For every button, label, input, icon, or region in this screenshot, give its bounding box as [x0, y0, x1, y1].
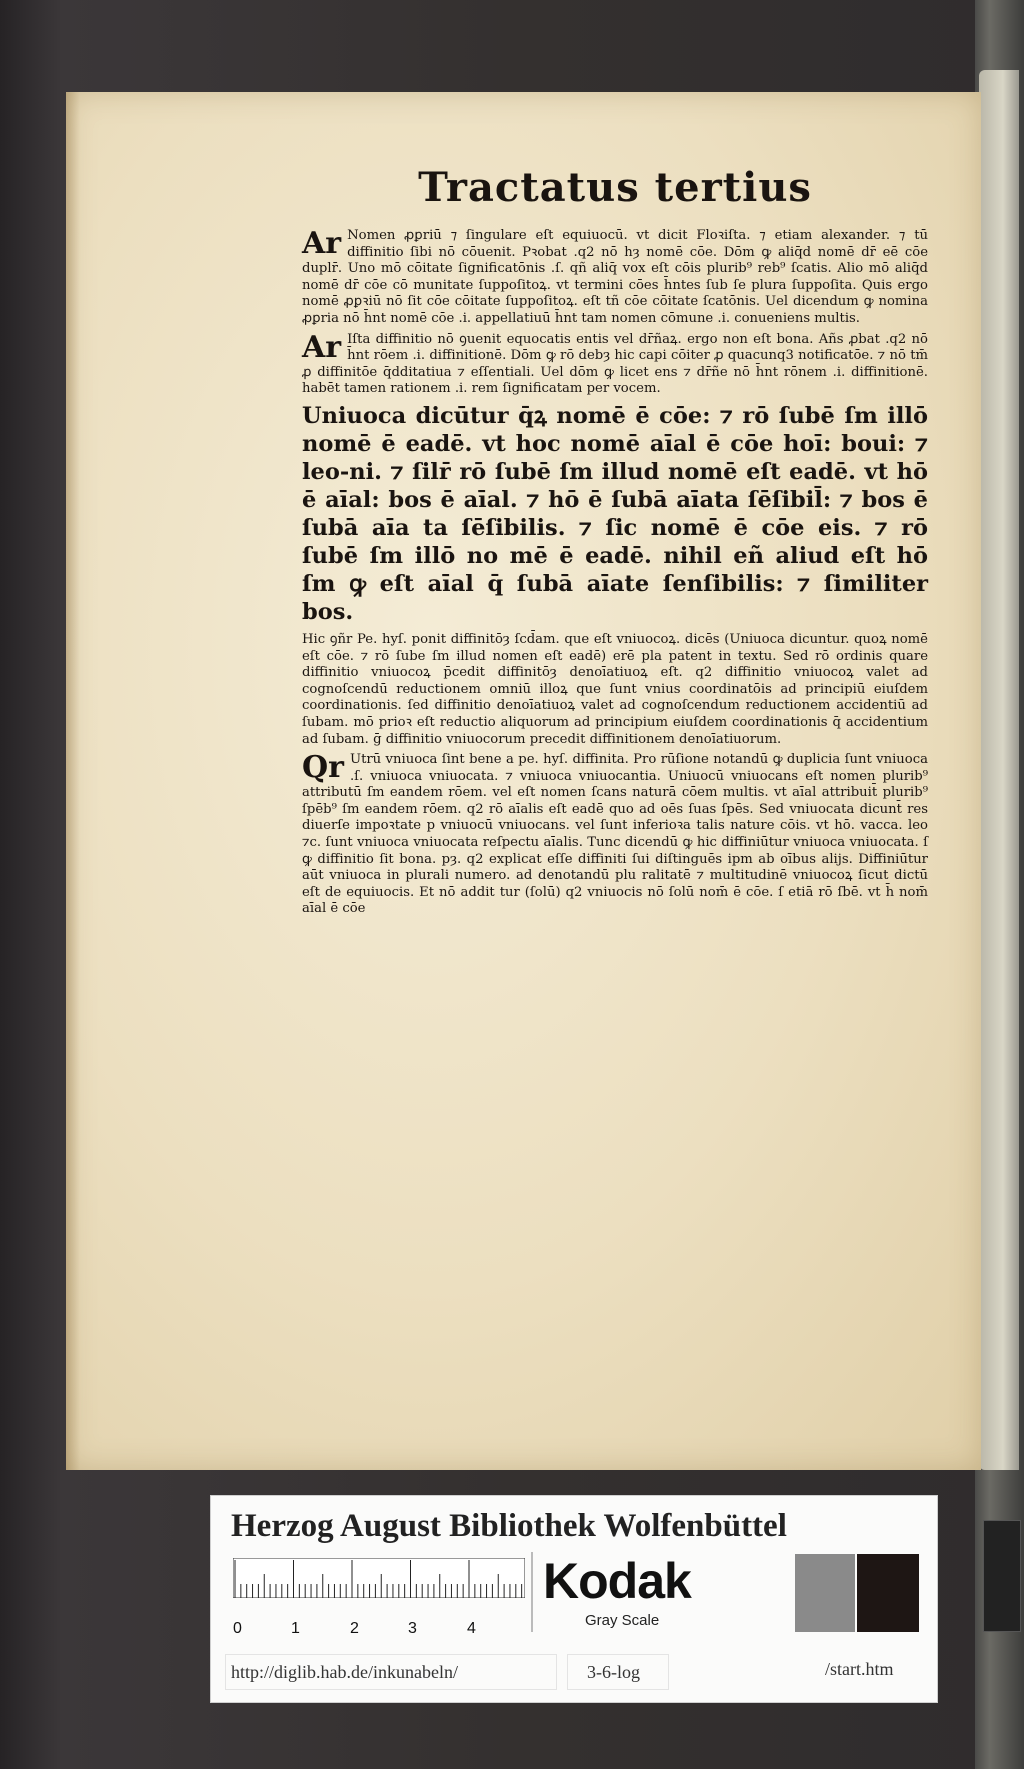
text-column — [302, 164, 928, 922]
catalog-code: 3-6-log — [587, 1662, 640, 1682]
paragraph-1-text: Nomen ꝓꝑriū ⁊ ſingulare eſt equiuocū. vt dicit Floꝛiſta. ⁊ etiam alexander. ⁊ tū diffinitio ſibi nō cōuenit. Pꝛobat .q2 nō hȝ nomē cōe. Dōm ꝙ aliq̄d nomē dr̄ eē cōe duplr̄. Uno mō cōitate ſignificatōnis .ſ. qñ aliq̄ vox eſt cōis plurib⁹ reb⁹ ſcatis. Alio mō aliq̄d nomē dr̄ cōe cō munitate ſuppoſitoꝝ. vt termini cōes h̄ntes ſub ſe plura ſuppoſita. Quis ergo nomē ꝓꝑꝛiū nō ſit cōe cōitate ſuppoſitoꝝ. eſt tñ cōe cōitate ſcatōnis. Uel dicendum ꝙ nomina ꝓꝑria nō h̄nt nomē cōe .i. appellatiuū h̄nt tam nomen cōmune .i. conueniens multis. — [302, 228, 928, 326]
ruler-number-3: 3 — [408, 1620, 417, 1637]
ruler-number-2: 2 — [350, 1620, 359, 1637]
page-title: Tractatus tertius — [418, 164, 812, 211]
ruler-number-4: 4 — [467, 1620, 476, 1637]
main-text-paragraph: Uniuoca dicūtur q̄ꝝ nomē ē cōe: ⁊ rō ſubē ſm illō nomē ē eadē. vt hoc nomē aīal ē cōe hoī: boui: ⁊ leo-ni. ⁊ ſilr̄ rō ſubē ſm illud nomē eſt eadē. vt hō ē aīal: bos ē aīal. ⁊ hō ē ſubā aīata ſēſibil̄: ⁊ bos ē ſubā aīa ta ſēſibilis. ⁊ ſic nomē ē cōe eis. ⁊ rō ſubē ſm illō no mē ē eadē. nihil eñ aliud eſt hō ſm ꝙ eſt aīal q̄ ſubā aīate ſenſibilis: ⁊ ſimiliter bos. — [302, 402, 928, 625]
scale-ruler — [233, 1558, 525, 1598]
dark-swatch — [857, 1554, 919, 1632]
kodak-brand: Kodak — [543, 1553, 691, 1609]
adjacent-page-edge — [975, 0, 1024, 1769]
question-initial: Qr — [302, 750, 344, 786]
commentary-paragraph: Hic ꝯñr Pe. hyſ. ponit diffinitōȝ ſcd̄am. que eſt vniuocoꝝ. dicēs (Uniuoca dicuntur. quoꝝ nomē eſt cōe. ⁊ rō ſube ſm illud nomen eſt eadē) erē pla patent in textu. Sed rō ordinis quare diffinitio vniuocoꝝ p̄cedit diffinitōȝ denoīatiuoꝝ eſt. q2 diffinitio vniuocoꝝ valet ad cognoſcendū reductionem omniū illoꝝ que ſunt vnius coordinatōis ad principiū eiuſdem coordinationis. ſed diffinitio denoīatiuoꝝ valet ad cognoſcendum reductionem accidentiū ad ſubam. mō prioꝛ eſt reductio aliquorum ad principium eiuſdem coordinationis q̄ accidentium ad ſubam. ḡ diffinitio vniuocorum precedit diffinitionem denoīatiuorum. — [302, 631, 928, 747]
question-paragraph — [302, 752, 928, 918]
library-name: Herzog August Bibliothek Wolfenbüttel — [231, 1508, 787, 1544]
catalog-start: /start.htm — [825, 1659, 894, 1679]
paragraph-2 — [302, 329, 928, 398]
adjacent-page-tab — [983, 1520, 1021, 1632]
page-gutter-shadow — [66, 92, 80, 1470]
paragraph-2-text: Iſta diffinitio nō ꝯuenit equocatis entis vel dr̄ñaꝝ. ergo non eſt bona. Añs ꝓbat .q2 nō h̄nt rōem .i. diffinitionē. Dōm ꝙ rō debȝ hic capi cōiter ꝓ quacunq3 notificatōe. ⁊ nō tm̄ ꝓ diffinitōe q̄dditatiua ⁊ eſſentiali. Uel dōm ꝙ licet ens ⁊ dr̄ñe nō h̄nt rōnem .i. diffinitionē. habēt tamen rationem .i. rem ſignificatam per vocem. — [302, 331, 928, 397]
library-label-card — [210, 1495, 938, 1703]
ruler-numbers — [233, 1620, 533, 1640]
catalog-url: http://diglib.hab.de/inkunabeln/ — [231, 1662, 458, 1682]
gray-scale-label: Gray Scale — [585, 1612, 660, 1629]
card-divider — [531, 1552, 533, 1632]
paragraph-2-initial: Ar — [302, 329, 342, 365]
paragraph-1-initial: Ar — [302, 226, 342, 261]
adjacent-page-strip — [979, 70, 1019, 1470]
question-text: Utrū vniuoca ſint bene a pe. hyſ. diffinita. Pro rūſione notandū ꝙ duplicia ſunt vniuoca .ſ. vniuoca vniuocata. ⁊ vniuoca vniuocantia. Uniuocū vniuocans eſt nomen plurib⁹ attributū ſm eandem rōem. vel eſt nomen ſcans naturā cōem multis. vt aīal attribuit̄ plurib⁹ ſpēb⁹ ſm eandem rōem. q2 rō aīalis eſt eadē quo ad oēs ſuas ſpēs. Sed vniuocata dicunt̄ res diuerſe impoꝛtate p vniuocū vniuocans. vel ſunt inferioꝛa talis nature cōis. vt hō. vacca. leo ⁊c. ſunt vniuoca vniuocata reſpectu aīalis. Tunc dicendū ꝙ hic diffiniūtur vniuoca vniuocata. ſ ꝙ diffinitio ſit bona. pȝ. q2 explicat eſſe diffiniti ſui diſtinguēs ipm ab oībus alijs. Diffiniūtur aūt vniuoca in plurali numero. ad denotandū plu ralitatē ⁊ multitudinē vniuocoꝝ ſicut dictū eſt de equiuocis. Et nō addit tur (ſolū) q2 vniuocis nō ſolū nom̄ ē cōe. ſ etiā rō ſbē. vt h̄ nom̄ aīal ē cōe — [302, 752, 928, 917]
gray-swatch — [795, 1554, 855, 1632]
ruler-number-0: 0 — [233, 1620, 242, 1637]
ruler-number-1: 1 — [291, 1620, 300, 1637]
paragraph-1 — [302, 228, 928, 328]
manuscript-page — [66, 92, 981, 1470]
